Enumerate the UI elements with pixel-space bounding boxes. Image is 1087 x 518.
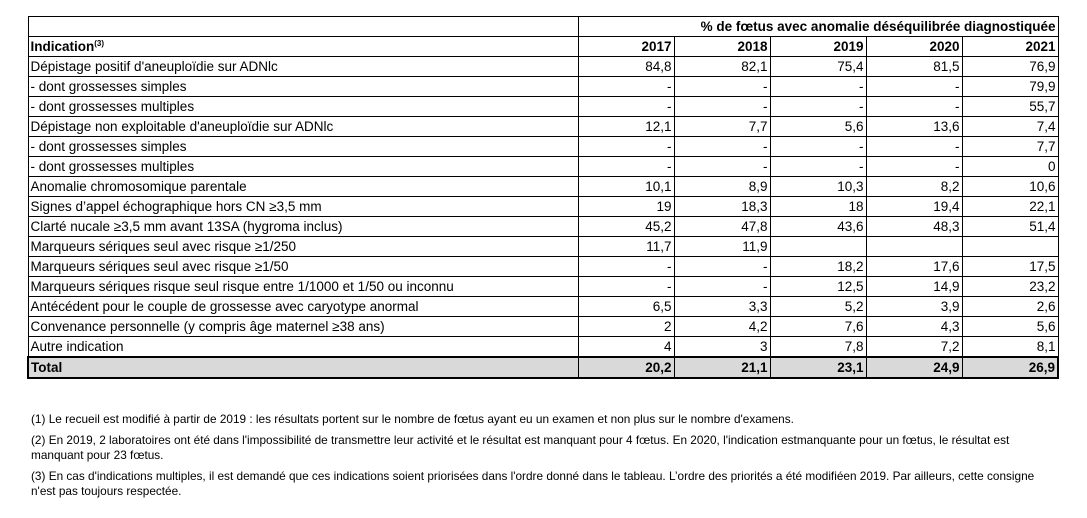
value-cell: 2 (578, 317, 674, 337)
value-cell: - (674, 257, 770, 277)
indication-label: Clarté nucale ≥3,5 mm avant 13SA (hygroma inclus) (28, 217, 578, 237)
value-cell: 8,1 (962, 337, 1058, 358)
year-header: 2019 (770, 37, 866, 57)
value-cell: - (866, 137, 962, 157)
value-cell: 3 (674, 337, 770, 358)
indication-footnote-ref: (3) (94, 39, 105, 48)
value-cell: 4,2 (674, 317, 770, 337)
year-header: 2017 (578, 37, 674, 57)
value-cell: - (578, 157, 674, 177)
value-cell: 45,2 (578, 217, 674, 237)
indication-table (27, 16, 1059, 379)
indication-label: - dont grossesses simples (28, 137, 578, 157)
value-cell: 18,3 (674, 197, 770, 217)
value-cell: - (866, 157, 962, 177)
value-cell: 79,9 (962, 77, 1058, 97)
value-cell: 43,6 (770, 217, 866, 237)
total-label: Total (28, 357, 578, 378)
value-cell: 11,7 (578, 237, 674, 257)
value-cell: - (674, 137, 770, 157)
value-cell: - (578, 257, 674, 277)
value-cell: - (770, 137, 866, 157)
footnote: (2) En 2019, 2 laboratoires ont été dans l'impossibilité de transmettre leur activité et le résultat est manquant pour 4 fœtus. En 2020, l'indication estmanquante pour un fœtus, le résultat est manquant pour 23 fœtus. (31, 433, 1010, 462)
table-row (28, 137, 1058, 157)
table-row (28, 177, 1058, 197)
table-row (28, 217, 1058, 237)
value-cell: - (770, 77, 866, 97)
value-cell: 17,5 (962, 257, 1058, 277)
value-cell: 7,7 (674, 117, 770, 137)
value-cell: 14,9 (866, 277, 962, 297)
value-cell: 7,4 (962, 117, 1058, 137)
value-cell: 12,5 (770, 277, 866, 297)
value-cell: 4,3 (866, 317, 962, 337)
value-cell: - (866, 77, 962, 97)
value-cell: 0 (962, 157, 1058, 177)
indication-label: Autre indication (28, 337, 578, 358)
table-row (28, 117, 1058, 137)
indication-label: Antécédent pour le couple de grossesse avec caryotype anormal (28, 297, 578, 317)
table-row (28, 97, 1058, 117)
value-cell: - (578, 137, 674, 157)
value-cell (962, 237, 1058, 257)
value-cell: 7,8 (770, 337, 866, 358)
value-cell: 81,5 (866, 57, 962, 77)
indication-label: Anomalie chromosomique parentale (28, 177, 578, 197)
indication-label: - dont grossesses multiples (28, 157, 578, 177)
value-cell: 55,7 (962, 97, 1058, 117)
value-cell: - (674, 77, 770, 97)
table-row (28, 257, 1058, 277)
value-cell: 19 (578, 197, 674, 217)
value-cell: 8,9 (674, 177, 770, 197)
value-cell: 7,2 (866, 337, 962, 358)
total-value-cell: 26,9 (962, 357, 1058, 378)
table-row (28, 57, 1058, 77)
total-value-cell: 21,1 (674, 357, 770, 378)
footnote: (3) En cas d'indications multiples, il est demandé que ces indications soient priorisées dans l'ordre donné dans le tableau. L’ordre des priorités a été modifiéen 2019. Par ailleurs, cette consigne n'est pas toujours respectée. (31, 469, 1035, 498)
value-cell: 48,3 (866, 217, 962, 237)
value-cell: 19,4 (866, 197, 962, 217)
super-header-blank-cell (28, 17, 578, 37)
value-cell (866, 237, 962, 257)
year-header: 2021 (962, 37, 1058, 57)
table-row (28, 297, 1058, 317)
value-cell: 10,1 (578, 177, 674, 197)
total-value-cell: 20,2 (578, 357, 674, 378)
indication-label: Dépistage positif d'aneuploïdie sur ADNlc (28, 57, 578, 77)
value-cell: 5,6 (962, 317, 1058, 337)
indication-header-label: Indication (30, 39, 95, 54)
year-header: 2018 (674, 37, 770, 57)
value-cell: - (866, 97, 962, 117)
indication-label: Marqueurs sériques seul avec risque ≥1/50 (28, 257, 578, 277)
indication-label: Convenance personnelle (y compris âge maternel ≥38 ans) (28, 317, 578, 337)
value-cell: 7,7 (962, 137, 1058, 157)
value-cell: 18,2 (770, 257, 866, 277)
value-cell: 23,2 (962, 277, 1058, 297)
value-cell: - (674, 277, 770, 297)
indication-table-container (27, 16, 1059, 379)
value-cell: 10,3 (770, 177, 866, 197)
total-row (28, 357, 1058, 378)
total-value-cell: 23,1 (770, 357, 866, 378)
value-cell: - (578, 77, 674, 97)
value-cell: 17,6 (866, 257, 962, 277)
super-header: % de fœtus avec anomalie déséquilibrée diagnostiquée (578, 17, 1058, 37)
indication-label: Signes d’appel échographique hors CN ≥3,5 mm (28, 197, 578, 217)
value-cell: 51,4 (962, 217, 1058, 237)
table-row (28, 197, 1058, 217)
value-cell: - (674, 157, 770, 177)
value-cell: - (674, 97, 770, 117)
value-cell: - (578, 277, 674, 297)
indication-label: Marqueurs sériques seul avec risque ≥1/250 (28, 237, 578, 257)
value-cell: 84,8 (578, 57, 674, 77)
value-cell: - (578, 97, 674, 117)
value-cell: 5,2 (770, 297, 866, 317)
value-cell: - (770, 97, 866, 117)
value-cell: 6,5 (578, 297, 674, 317)
value-cell: 18 (770, 197, 866, 217)
table-row (28, 237, 1058, 257)
value-cell: 5,6 (770, 117, 866, 137)
indication-label: - dont grossesses simples (28, 77, 578, 97)
value-cell: 7,6 (770, 317, 866, 337)
value-cell: 11,9 (674, 237, 770, 257)
table-row (28, 277, 1058, 297)
value-cell: 13,6 (866, 117, 962, 137)
value-cell: 47,8 (674, 217, 770, 237)
header-row (28, 37, 1058, 57)
footnote: (1) Le recueil est modifié à partir de 2019 : les résultats portent sur le nombre de fœtus ayant eu un examen et non plus sur le nombre d'examens. (31, 412, 794, 426)
indication-label: - dont grossesses multiples (28, 97, 578, 117)
footnotes (31, 412, 1061, 505)
super-header-row (28, 17, 1058, 37)
indication-header (28, 37, 578, 57)
total-value-cell: 24,9 (866, 357, 962, 378)
table-row (28, 337, 1058, 358)
value-cell: 4 (578, 337, 674, 358)
value-cell: 8,2 (866, 177, 962, 197)
value-cell: 76,9 (962, 57, 1058, 77)
table-row (28, 77, 1058, 97)
value-cell: 75,4 (770, 57, 866, 77)
value-cell: 12,1 (578, 117, 674, 137)
indication-label: Marqueurs sériques risque seul risque entre 1/1000 et 1/50 ou inconnu (28, 277, 578, 297)
value-cell (770, 237, 866, 257)
value-cell: 82,1 (674, 57, 770, 77)
value-cell: 10,6 (962, 177, 1058, 197)
table-row (28, 157, 1058, 177)
table-row (28, 317, 1058, 337)
value-cell: 22,1 (962, 197, 1058, 217)
value-cell: 3,9 (866, 297, 962, 317)
value-cell: 2,6 (962, 297, 1058, 317)
value-cell: 3,3 (674, 297, 770, 317)
year-header: 2020 (866, 37, 962, 57)
indication-label: Dépistage non exploitable d'aneuploïdie sur ADNlc (28, 117, 578, 137)
value-cell: - (770, 157, 866, 177)
